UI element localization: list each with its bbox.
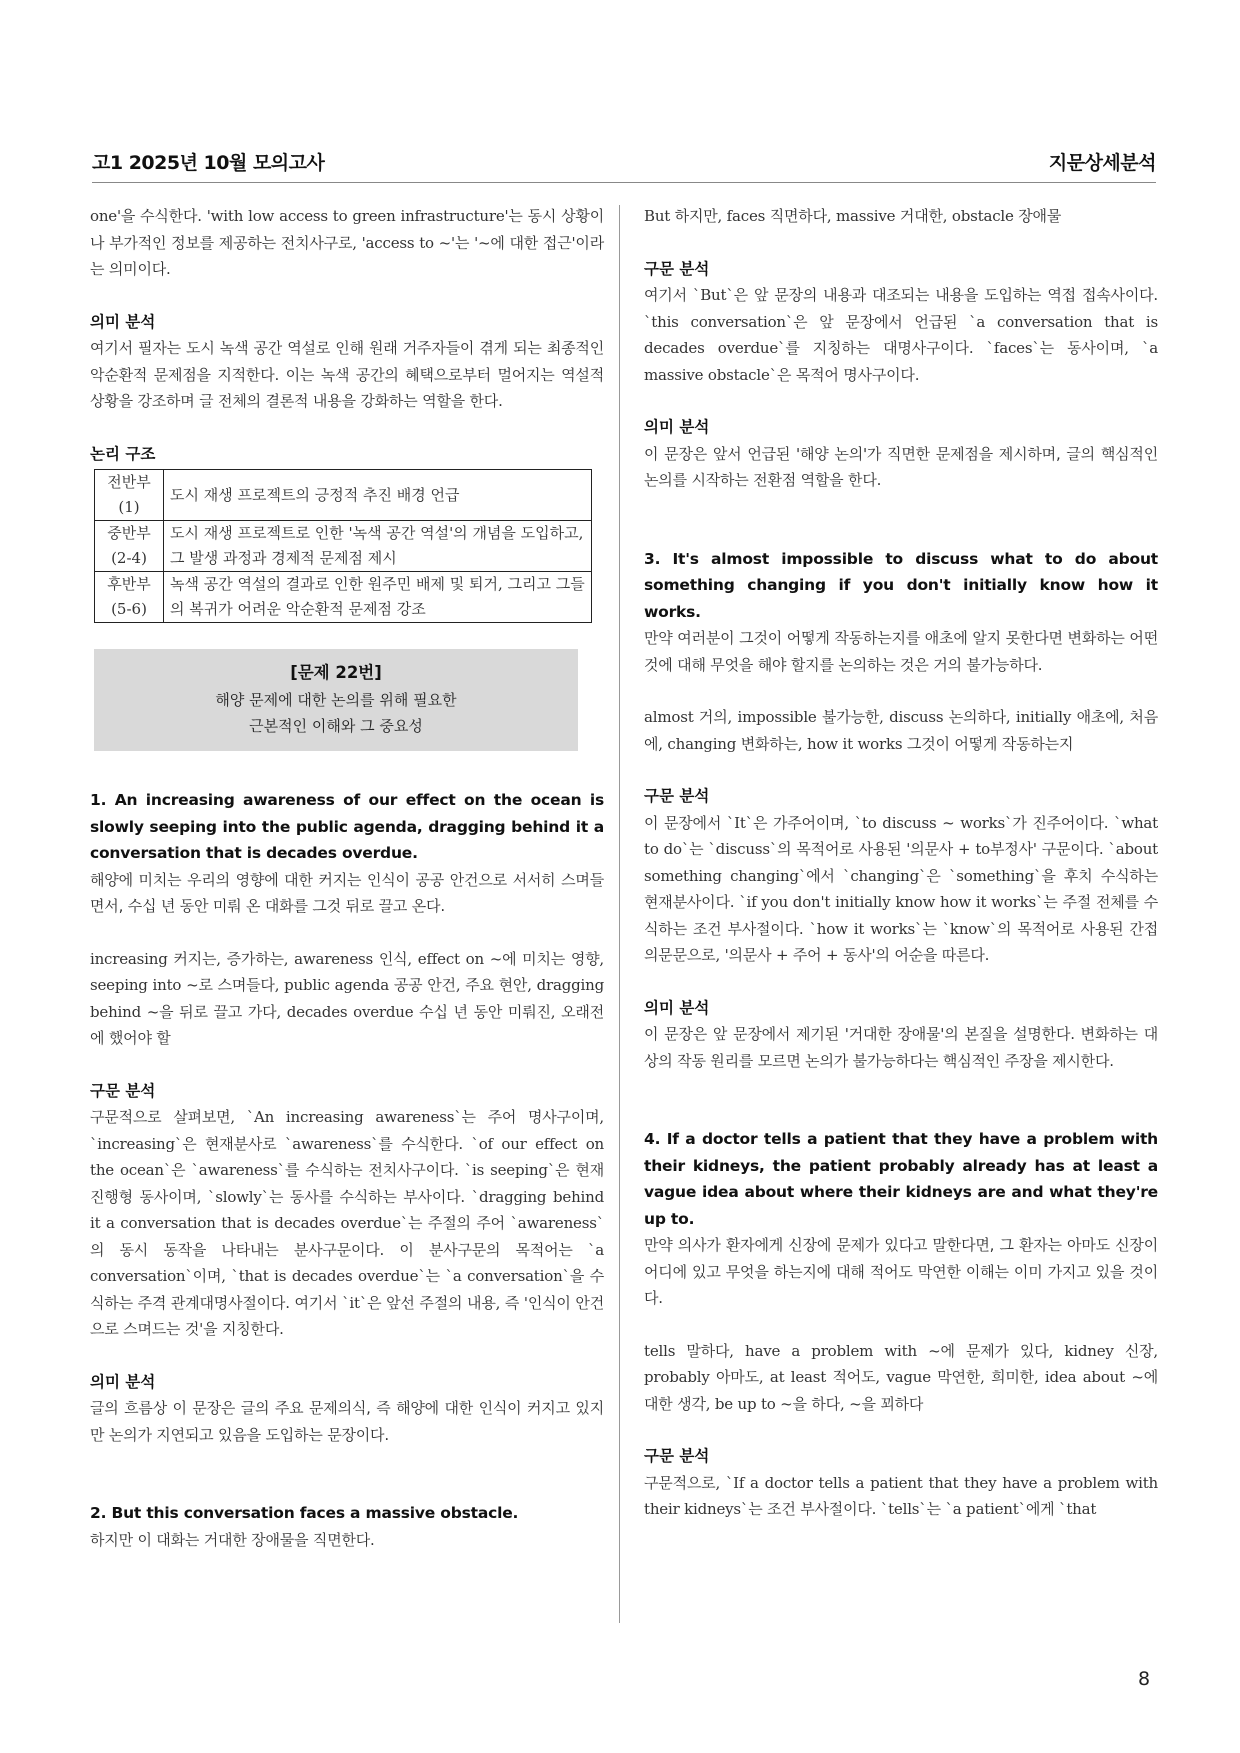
table-row: [95, 470, 592, 521]
part-description: 도시 재생 프로젝트로 인한 '녹색 공간 역설'의 개념을 도입하고, 그 발생 과정과 경제적 문제점 제시: [164, 521, 592, 572]
question-subtitle-1: 해양 문제에 대한 논의를 위해 필요한: [215, 691, 457, 709]
page-number: 8: [1138, 1668, 1151, 1690]
sentence-3-vocab: almost 거의, impossible 불가능한, discuss 논의하다, initially 애초에, 처음에, changing 변화하는, how it works 그것이 어떻게 작동하는지: [644, 708, 1158, 753]
sentence-3-translation: 만약 여러분이 그것이 어떻게 작동하는지를 애초에 알지 못한다면 변화하는 어떤 것에 대해 무엇을 해야 할지를 논의하는 것은 거의 불가능하다.: [644, 629, 1158, 674]
question-title: [문제 22번]: [290, 663, 382, 682]
question-box: [94, 649, 578, 751]
right-column: [644, 203, 1158, 1523]
logic-heading: 논리 구조: [90, 444, 156, 463]
syntax-heading: 구문 분석: [644, 787, 710, 805]
sentence-2-translation: 하지만 이 대화는 거대한 장애물을 직면한다.: [90, 1530, 375, 1549]
meaning-heading: 의미 분석: [644, 998, 710, 1017]
part-label: 중반부 (2-4): [95, 521, 164, 572]
syntax-heading: 구문 분석: [90, 1081, 156, 1100]
sentence-1-syntax: 구문적으로 살펴보면, `An increasing awareness`는 주어 명사구이며, `increasing`은 현재분사로 `awareness`를 수식한다. `of our effect on the ocean`은 `awareness`를 수식하는 전치사구이다. `is seeping`은 현재진행형 동사이며, `slowly`는 동사를 수식하는 부사이다. `dragging behind it a conversation that is decades overdue`는 주절의 주어 `awareness`의 동시 동작을 나타내는 분사구문이다. 이 분사구문의 목적어는 `a conversation`이며, `that is decades overdue`는 `a conversation`을 수식하는 주격 관계대명사절이다. 여기서 `it`은 앞선 주절의 내용, 즉 '인식이 안건으로 스며드는 것'을 지칭한다.: [90, 1108, 604, 1338]
logic-structure-table: [94, 469, 592, 623]
exam-title: 고1 2025년 10월 모의고사: [92, 152, 325, 174]
sentence-2-meaning: 이 문장은 앞서 언급된 '해양 논의'가 직면한 문제점을 제시하며, 글의 핵심적인 논의를 시작하는 전환점 역할을 한다.: [644, 444, 1158, 489]
sentence-2-syntax: 여기서 `But`은 앞 문장의 내용과 대조되는 내용을 도입하는 역접 접속사이다. `this conversation`은 앞 문장에서 언급된 `a conversation that is decades overdue`를 지칭하는 대명사구이다. `faces`는 동사이며, `a massive obstacle`은 목적어 명사구이다.: [644, 286, 1158, 384]
syntax-heading: 구문 분석: [644, 1447, 710, 1465]
sentence-1: 1. An increasing awareness of our effect on the ocean is slowly seeping into the public agenda, dragging behind it a conversation that is decades overdue.: [90, 791, 604, 862]
left-column: [90, 203, 604, 1553]
part-description: 도시 재생 프로젝트의 긍정적 추진 배경 언급: [164, 470, 592, 521]
meaning-heading: 의미 분석: [90, 312, 156, 331]
meaning-text: 여기서 필자는 도시 녹색 공간 역설로 인해 원래 거주자들이 겪게 되는 최종적인 악순환적 문제점을 지적한다. 이는 녹색 공간의 혜택으로부터 멀어지는 역설적 상황을 강조하며 글 전체의 결론적 내용을 강화하는 역할을 한다.: [90, 339, 604, 410]
sentence-4-vocab: tells 말하다, have a problem with ~에 문제가 있다, kidney 신장, probably 아마도, at least 적어도, vague 막연한, 희미한, idea about ~에 대한 생각, be up to ~을 하다, ~을 꾀하다: [644, 1341, 1158, 1413]
sentence-3-meaning: 이 문장은 앞 문장에서 제기된 '거대한 장애물'의 본질을 설명한다. 변화하는 대상의 작동 원리를 모르면 논의가 불가능하다는 핵심적인 주장을 제시한다.: [644, 1025, 1158, 1070]
part-description: 녹색 공간 역설의 결과로 인한 원주민 배제 및 퇴거, 그리고 그들의 복귀가 어려운 악순환적 문제점 강조: [164, 572, 592, 623]
syntax-heading: 구문 분석: [644, 259, 710, 278]
sentence-4-syntax: 구문적으로, `If a doctor tells a patient that they have a problem with their kidneys`는 조건 부사절이다. `tells`는 `a patient`에게 `that: [644, 1473, 1158, 1518]
part-label: 후반부 (5-6): [95, 572, 164, 623]
sentence-1-translation: 해양에 미치는 우리의 영향에 대한 커지는 인식이 공공 안건으로 서서히 스며들면서, 수십 년 동안 미뤄 온 대화를 그것 뒤로 끌고 온다.: [90, 870, 604, 915]
sentence-4: 4. If a doctor tells a patient that they have a problem with their kidneys, the patient probably already has at least a vague idea about where their kidneys are and what they're up to.: [644, 1130, 1158, 1228]
sentence-3: 3. It's almost impossible to discuss what to do about something changing if you don't initially know how it works.: [644, 549, 1158, 621]
sentence-2: 2. But this conversation faces a massive obstacle.: [90, 1504, 519, 1522]
sentence-1-meaning: 글의 흐름상 이 문장은 글의 주요 문제의식, 즉 해양에 대한 인식이 커지고 있지만 논의가 지연되고 있음을 도입하는 문장이다.: [90, 1399, 604, 1444]
question-subtitle-2: 근본적인 이해와 그 중요성: [249, 717, 423, 735]
sentence-3-syntax: 이 문장에서 `It`은 가주어이며, `to discuss ~ works`가 진주어이다. `what to do`는 `discuss`의 목적어로 사용된 '의문사 + to부정사' 구문이다. `about something changing`에서 `changing`은 `something`을 후치 수식하는 현재분사이다. `if you don't initially know how it works`는 주절 전체를 수식하는 조건 부사절이다. `how it works`는 `know`의 목적어로 사용된 간접의문문으로, '의문사 + 주어 + 동사'의 어순을 따른다.: [644, 813, 1158, 964]
table-row: [95, 521, 592, 572]
page-header: [92, 142, 1156, 183]
sentence-1-vocab: increasing 커지는, 증가하는, awareness 인식, effect on ~에 미치는 영향, seeping into ~로 스며들다, public agenda 공공 안건, 주요 현안, dragging behind ~을 뒤로 끌고 가다, decades overdue 수십 년 동안 미뤄진, 오래전에 했어야 할: [90, 949, 604, 1047]
column-divider: [619, 205, 620, 1623]
table-row: [95, 572, 592, 623]
meaning-heading: 의미 분석: [90, 1372, 156, 1391]
meaning-heading: 의미 분석: [644, 418, 710, 436]
intro-paragraph: one'을 수식한다. 'with low access to green infrastructure'는 동시 상황이나 부가적인 정보를 제공하는 전치사구로, 'access to ~'는 '~에 대한 접근'이라는 의미이다.: [90, 207, 604, 278]
sentence-4-translation: 만약 의사가 환자에게 신장에 문제가 있다고 말한다면, 그 환자는 아마도 신장이 어디에 있고 무엇을 하는지에 대해 적어도 막연한 이해는 이미 가지고 있을 것이다.: [644, 1236, 1158, 1307]
sentence-2-vocab: But 하지만, faces 직면하다, massive 거대한, obstacle 장애물: [644, 207, 1062, 225]
section-title: 지문상세분석: [1048, 152, 1156, 174]
part-label: 전반부 (1): [95, 470, 164, 521]
